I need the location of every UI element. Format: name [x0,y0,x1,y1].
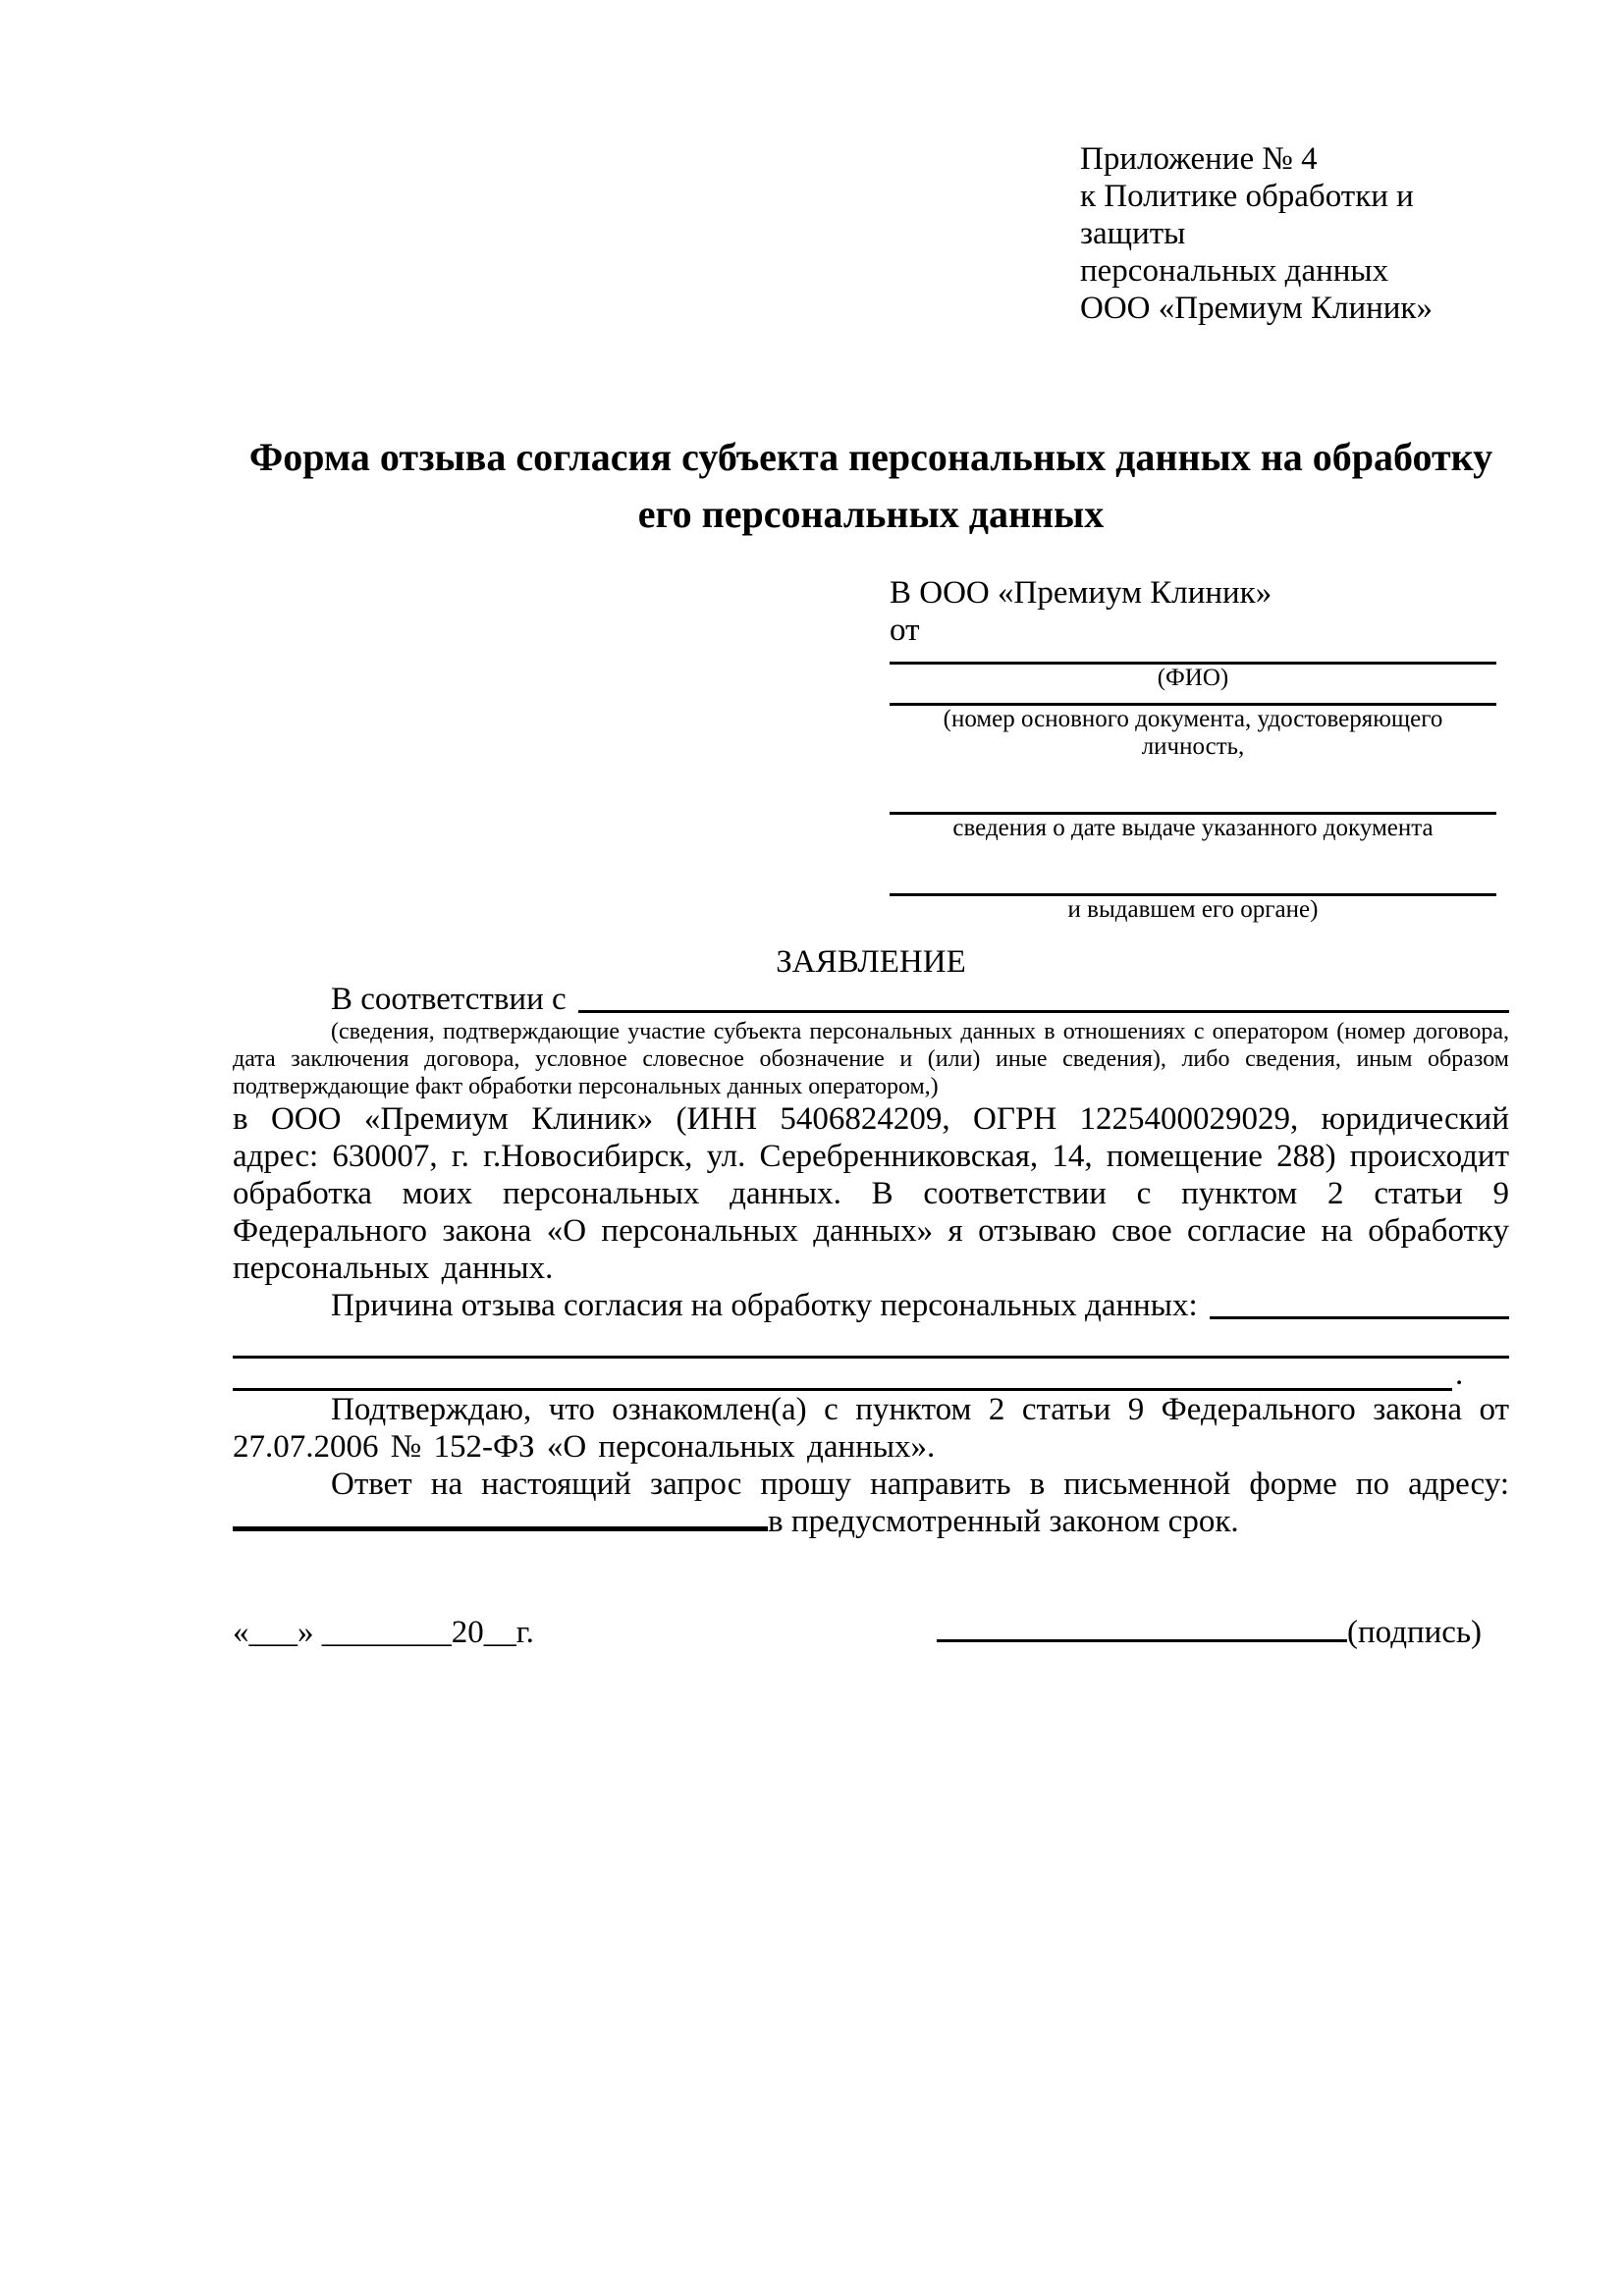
issue-date-caption: сведения о дате выдаче указанного документа [952,815,1434,841]
signature-caption: (подпись) [1347,1615,1482,1650]
document-title-line-2: его персональных данных [637,492,1105,536]
document-title [233,429,1509,543]
reason-write-in-line-2[interactable] [233,1362,1452,1391]
fio-field[interactable] [890,649,1496,665]
date-signature-row [233,1614,1509,1651]
basis-row [233,981,1509,1018]
fio-caption: (ФИО) [1157,665,1229,691]
reason-row [233,1287,1509,1324]
identity-document-number-caption: (номер основного документа, удостоверяющего личность, [943,706,1443,760]
statement-heading: ЗАЯВЛЕНИЕ [776,944,966,980]
date-field[interactable]: «___» ________20__г. [233,1615,534,1650]
signature-group [937,1614,1482,1651]
addressee-block [890,574,1496,924]
confirmation-paragraph: Подтверждаю, что ознакомлен(а) с пунктом 2 статьи 9 Федерального закона от 27.07.2006 № 152-ФЗ «О персональных данных». [233,1392,1509,1465]
addressee-organization: В ООО «Премиум Клиник» [890,575,1272,611]
basis-field[interactable] [578,981,1509,1013]
appendix-header [1080,140,1509,327]
reply-tail-text: в предусмотренный законом срок. [768,1504,1239,1539]
appendix-header-line: к Политике обработки и защиты [1080,179,1414,251]
reason-write-in-line-1[interactable] [233,1324,1509,1359]
appendix-header-line: Приложение № 4 [1080,141,1318,177]
appendix-header-line: персональных данных [1080,253,1389,289]
basis-footnote: (сведения, подтверждающие участие субъекта персональных данных в отношениях с оператором (номер договора, дата заключения договора, условное словесное обозначение и (или) иные сведения), либо сведения, иным образом подтверждающие факт обработки персональных данных оператором,) [233,1019,1509,1099]
identity-document-number-field[interactable] [890,692,1496,706]
reply-address-field[interactable] [233,1526,768,1531]
issuing-authority-caption: и выдавшем его органе) [1067,896,1319,923]
reason-write-in-line-2-row [233,1359,1509,1391]
addressee-from-label: от [890,613,920,648]
document-content [233,140,1509,1651]
document-title-line-1: Форма отзыва согласия субъекта персональных данных на обработку [248,435,1493,479]
issue-date-field[interactable] [890,761,1496,815]
basis-label: В соответствии с [331,982,567,1017]
issuing-authority-field[interactable] [890,842,1496,896]
reply-address-row [233,1503,1509,1540]
sentence-period: . [1455,1357,1464,1392]
appendix-header-line: ООО «Премиум Клиник» [1080,291,1433,326]
reason-label: Причина отзыва согласия на обработку персональных данных: [331,1288,1198,1323]
reason-field[interactable] [1210,1287,1509,1319]
signature-field[interactable] [937,1639,1347,1642]
statement-body-paragraph: в ООО «Премиум Клиник» (ИНН 5406824209, ОГРН 1225400029029, юридический адрес: 630007, г. г.Новосибирск, ул. Серебренниковская, 14, помещение 288) происходит обработка моих персональных данных. В соответствии с пунктом 2 статьи 9 Федерального закона «О персональных данных» я отзываю свое согласие на обработку персональных данных. [233,1101,1509,1286]
reply-request-paragraph: Ответ на настоящий запрос прошу направить в письменной форме по адресу: [331,1467,1509,1502]
